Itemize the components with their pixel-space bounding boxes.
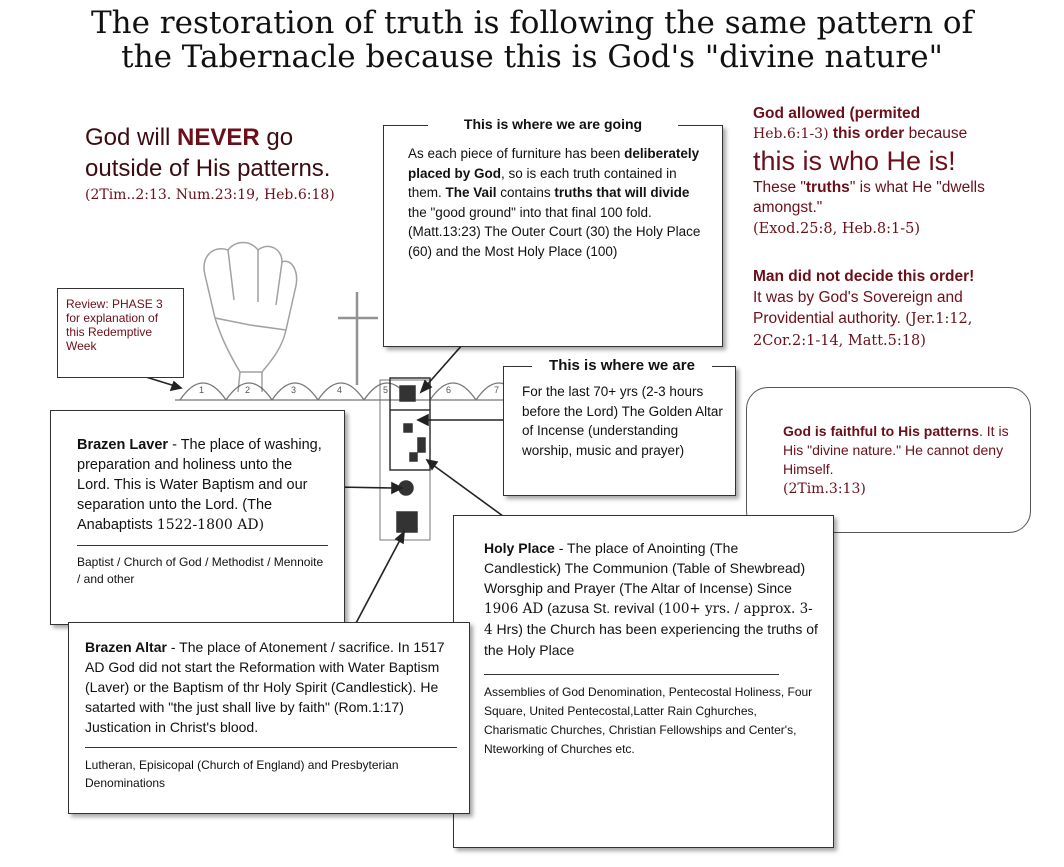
where-we-are-box xyxy=(503,357,736,496)
faithful-text: God is faithful to His patterns. It is His "divine nature." He cannot deny Himself. xyxy=(783,423,1009,477)
timeline-arches xyxy=(175,383,522,400)
sovereign-statement xyxy=(753,267,1043,352)
where-we-are-heading: This is where we are xyxy=(532,357,712,374)
timeline-number: 3 xyxy=(291,385,297,395)
cross-icon xyxy=(338,292,378,385)
timeline-number: 4 xyxy=(337,385,343,395)
brazen-laver-denominations: Baptist / Church of God / Methodist / Mennoite / and other xyxy=(77,555,324,586)
order-big-text: this is who He is! xyxy=(753,146,956,176)
title-line-1: The restoration of truth is following the same pattern of xyxy=(90,5,974,41)
order-because: because xyxy=(904,125,968,142)
faithful-box xyxy=(746,387,1031,533)
order-truths-post: " is what He "dwells amongst." xyxy=(753,179,985,216)
order-ref-heb: Heb.6:1-3) xyxy=(753,126,829,142)
order-truths-bold: truths xyxy=(805,179,850,196)
patterns-text-line2: outside of His patterns. xyxy=(85,155,331,182)
sovereign-text: It was by God's Sovereign and Providential authority. xyxy=(753,289,963,327)
timeline-number: 6 xyxy=(446,385,452,395)
brazen-altar-text: Brazen Altar - The place of Atonement / sacrifice. In 1517 AD God did not start the Reformation with Water Baptism (Laver) or the Baptism of thr Holy Spirit (Candlestick). He satarted with "the just shall live by faith" (Rom.1:17) Justication in Christ's blood. xyxy=(85,639,445,735)
sovereign-reference: (Jer.1:12, 2Cor.2:1-14, Matt.5:18) xyxy=(753,311,973,349)
holy-place-denominations: Assemblies of God Denomination, Pentecostal Holiness, Four Square, United Pentecostal,Latter Rain Cghurches, Charismatic Churches, Christian Fellowships and Center's, Nteworking of Churches etc. xyxy=(484,685,813,756)
patterns-text-pre: God will xyxy=(85,124,178,151)
order-bold-2: this order xyxy=(828,125,905,142)
review-note xyxy=(57,288,184,378)
where-we-are-going-text: As each piece of furniture has been deliberately placed by God, so is each truth contained in them. The Vail contains truths that will divide the "good ground" into that final 100 fold. (Matt.13:23) The Outer Court (30) the Holy Place (60) and the Most Holy Place (100) xyxy=(408,146,701,259)
patterns-text-post: go xyxy=(259,124,294,151)
patterns-text-never: NEVER xyxy=(177,124,260,151)
timeline-number: 7 xyxy=(494,385,500,395)
tabernacle-floorplan xyxy=(380,378,430,540)
title-line-2: the Tabernacle because this is God's "divine nature" xyxy=(121,39,943,75)
brazen-laver-box xyxy=(50,410,345,625)
patterns-reference: (2Tim..2:13. Num.23:19, Heb.6:18) xyxy=(85,187,335,203)
holy-place-text: Holy Place - The place of Anointing (The Candlestick) The Communion (Table of Shewbread) Worsghip and Prayer (The Altar of Incense) Since 1906 AD (azusa St. revival (100+ yrs. / approx. 3-4 Hrs) the Church has been experiencing the truths of the Holy Place xyxy=(484,540,818,658)
where-we-are-text: For the last 70+ yrs (2-3 hours before the Lord) The Golden Altar of Incense (understanding worship, music and prayer) xyxy=(522,384,723,458)
holy-place-box xyxy=(453,515,834,848)
sovereign-heading: Man did not decide this order! xyxy=(753,268,975,285)
brazen-laver-text: Brazen Laver - The place of washing, preparation and holiness unto the Lord. This is Water Baptism and our separation unto the Lord. (The Anabaptists 1522-1800 AD) xyxy=(77,437,322,533)
timeline-number: 2 xyxy=(245,385,251,395)
timeline-number: 1 xyxy=(199,385,205,395)
order-statement xyxy=(753,104,1053,240)
patterns-statement xyxy=(85,122,385,203)
faithful-reference: (2Tim.3:13) xyxy=(783,481,866,497)
timeline-number: 5 xyxy=(383,385,389,395)
where-we-are-going-heading: This is where we are going xyxy=(428,116,678,132)
order-truths-pre: These " xyxy=(753,179,806,196)
order-bold-1: God allowed (permited xyxy=(753,105,921,122)
praying-hands-icon xyxy=(204,243,297,393)
review-note-text: Review: PHASE 3 for explanation of this Redemptive Week xyxy=(66,297,163,353)
brazen-altar-box xyxy=(68,622,470,814)
brazen-altar-denominations: Lutheran, Episicopal (Church of England) and Presbyterian Denominations xyxy=(85,758,399,790)
order-reference: (Exod.25:8, Heb.8:1-5) xyxy=(753,221,921,237)
where-we-are-going-box xyxy=(383,116,723,347)
